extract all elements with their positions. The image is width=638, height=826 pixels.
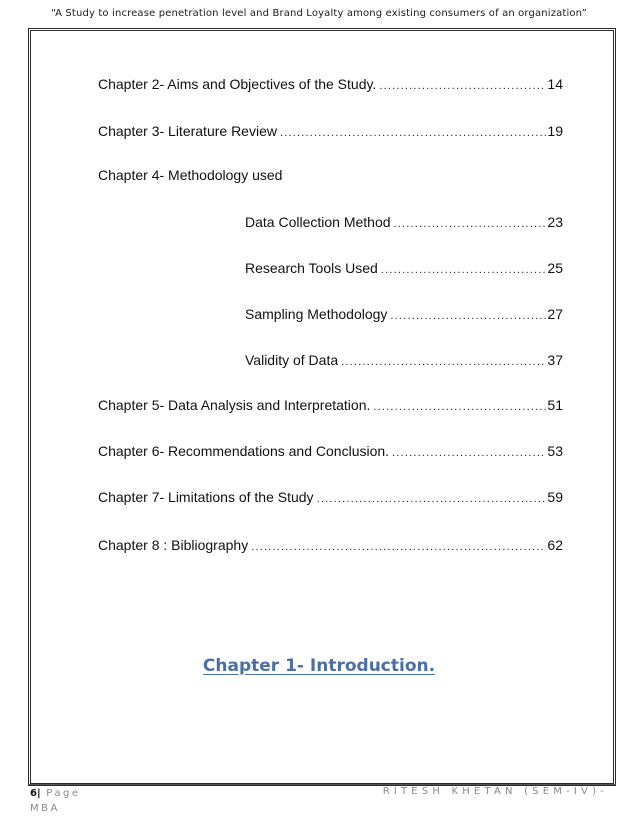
toc-entry-chapter-6 [98,443,563,459]
running-header: “A Study to increase penetration level and Brand Loyalty among existing consumers of an organization” [51,8,587,19]
toc-entry-page-number: 62 [547,537,563,553]
toc-entry-data-collection-method [245,214,563,230]
toc-entry-label: Data Collection Method [245,214,391,230]
footer-page-label [30,786,150,816]
toc-entry-label: Chapter 7- Limitations of the Study [98,489,314,505]
toc-entry-page-number: 19 [547,123,563,139]
footer-program: MBA [30,803,60,814]
dot-leader [379,81,546,92]
footer-page-word: Page [40,788,81,799]
dot-leader [373,402,546,413]
toc-entry-chapter-3 [98,123,563,139]
dot-leader [280,128,546,139]
toc-entry-label: Sampling Methodology [245,306,388,322]
toc-entry-chapter-4: Chapter 4- Methodology used [98,167,283,183]
footer-separator: | [36,788,41,799]
dot-leader [381,265,547,276]
toc-entry-research-tools-used [245,260,563,276]
toc-entry-page-number: 25 [547,260,563,276]
toc-entry-validity-of-data [245,352,563,368]
footer-author: RITESH KHETAN (SEM-IV)- [382,786,608,797]
toc-entry-label: Chapter 8 : Bibliography [98,537,249,553]
footer-rule [28,784,616,785]
toc-entry-chapter-8 [98,537,563,553]
toc-entry-page-number: 23 [547,214,563,230]
toc-entry-label: Chapter 6- Recommendations and Conclusion. [98,443,390,459]
dot-leader [317,494,547,505]
toc-entry-page-number: 27 [547,306,563,322]
section-title: Chapter 1- Introduction. [202,656,436,676]
toc-entry-label: Chapter 2- Aims and Objectives of the Study. [98,76,377,92]
toc-entry-page-number: 59 [547,489,563,505]
toc-entry-label: Chapter 3- Literature Review [98,123,277,139]
toc-entry-page-number: 37 [547,352,563,368]
toc-entry-sampling-methodology [245,306,563,322]
footer-page-number: 6 [30,788,37,799]
dot-leader [341,357,546,368]
toc-entry-label: Validity of Data [245,352,339,368]
toc-entry-chapter-5 [98,397,563,413]
dot-leader [394,219,547,230]
toc-entry-chapter-7 [98,489,563,505]
toc-entry-page-number: 53 [547,443,563,459]
dot-leader [392,448,546,459]
toc-entry-label: Research Tools Used [245,260,378,276]
dot-leader [251,542,546,553]
toc-entry-label: Chapter 5- Data Analysis and Interpretation. [98,397,371,413]
toc-entry-page-number: 14 [547,76,563,92]
dot-leader [390,311,546,322]
toc-entry-chapter-2 [98,76,563,92]
toc-entry-page-number: 51 [547,397,563,413]
